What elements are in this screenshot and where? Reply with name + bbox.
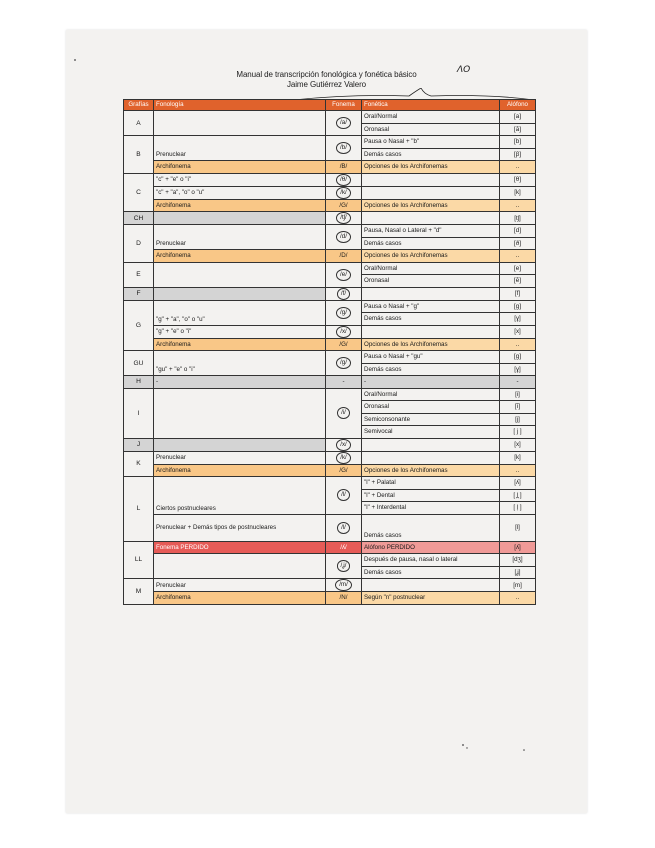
fonema-cell: /l/	[337, 522, 350, 534]
fonetica-cell: Oral/Normal	[362, 262, 500, 275]
alofono-cell: [ẽ]	[500, 275, 536, 288]
alofono-cell: [g]	[500, 300, 536, 313]
alofono-cell: [ l̟ ]	[500, 502, 536, 515]
fonema-cell: /k/	[336, 187, 351, 199]
fonema-cell: /e/	[336, 269, 351, 281]
fonetica-cell: Pausa o Nasal + "b"	[362, 136, 500, 149]
header-fonetica: Fonética	[362, 100, 500, 111]
header-fonologia: Fonología	[154, 100, 326, 111]
header-fonema: Fonema	[326, 100, 362, 111]
fonologia-cell: "c" + "a", "o" o "u"	[154, 186, 326, 199]
grafia-cell: I	[124, 388, 154, 438]
grafia-cell: A	[124, 111, 154, 136]
table-row	[124, 262, 536, 275]
fonetica-cell: Alófono PERDIDO	[362, 541, 500, 554]
table-row	[124, 338, 536, 351]
fonema-cell: /x/	[336, 439, 351, 451]
fonetica-cell: "l" + Dental	[362, 489, 500, 502]
fonema-cell: /l/	[337, 489, 350, 501]
fonetica-cell: Opciones de los Archifonemas	[362, 338, 500, 351]
fonologia-cell: Prenuclear	[154, 451, 326, 464]
fonologia-cell: Archifonema	[154, 464, 326, 477]
grafia-cell: G	[124, 300, 154, 351]
table-row	[124, 225, 536, 238]
grafia-cell: M	[124, 579, 154, 605]
fonetica-cell: Opciones de los Archifonemas	[362, 199, 500, 212]
fonologia-cell: Prenuclear	[154, 136, 326, 161]
fonetica-cell: Demás casos	[362, 514, 500, 541]
table-row	[124, 287, 536, 300]
fonema-cell: /ʎ/	[326, 541, 362, 554]
alofono-cell: [ĩ]	[500, 401, 536, 414]
alofono-cell: [ʝ]	[500, 566, 536, 579]
fonema-cell: -	[326, 376, 362, 389]
alofono-cell: [x]	[500, 325, 536, 338]
table-row	[124, 541, 536, 554]
fonetica-cell: Oronasal	[362, 401, 500, 414]
fonetica-cell: Oronasal	[362, 123, 500, 136]
table-row	[124, 136, 536, 149]
fonetica-cell: Demás casos	[362, 148, 500, 161]
fonema-cell: /d/	[336, 231, 351, 243]
alofono-cell: [i]	[500, 388, 536, 401]
table-row	[124, 111, 536, 124]
fonema-cell: /a/	[336, 117, 351, 129]
alofono-cell: [l]	[500, 514, 536, 541]
fonologia-cell: Prenuclear	[154, 225, 326, 250]
table-row	[124, 300, 536, 313]
fonetica-cell: Oronasal	[362, 275, 500, 288]
fonema-cell: /b/	[336, 142, 351, 154]
table-row	[124, 554, 536, 567]
fonetica-cell: Demás casos	[362, 566, 500, 579]
fonologia-cell: Archifonema	[154, 250, 326, 263]
fonetica-cell: Después de pausa, nasal o lateral	[362, 554, 500, 567]
fonetica-cell: Oral/Normal	[362, 111, 500, 124]
grafia-cell: E	[124, 262, 154, 287]
fonologia-cell: Archifonema	[154, 338, 326, 351]
fonetica-cell: Demás casos	[362, 363, 500, 376]
table-row	[124, 351, 536, 364]
alofono-cell: [j]	[500, 413, 536, 426]
fonetica-cell: -	[362, 376, 500, 389]
table-row	[124, 161, 536, 174]
table-row	[124, 514, 536, 541]
fonema-cell: /m/	[335, 579, 352, 591]
alofono-cell: ..	[500, 592, 536, 605]
grafia-cell: H	[124, 376, 154, 389]
alofono-cell: [k]	[500, 451, 536, 464]
fonologia-cell: "g" + "a", "o" o "u"	[154, 300, 326, 325]
fonologia-cell: Archifonema	[154, 592, 326, 605]
alofono-cell: [k]	[500, 186, 536, 199]
alofono-cell: [dʒ]	[500, 554, 536, 567]
table-row	[124, 388, 536, 401]
fonema-cell: /N/	[326, 592, 362, 605]
alofono-cell: [ɣ]	[500, 363, 536, 376]
table-row	[124, 592, 536, 605]
alofono-cell: [f]	[500, 287, 536, 300]
document-title: Manual de transcripción fonológica y fonética básico	[236, 70, 417, 79]
fonema-cell: /k/	[336, 452, 351, 464]
fonologia-cell: Archifonema	[154, 161, 326, 174]
transcription-table	[123, 99, 536, 605]
grafia-cell: B	[124, 136, 154, 174]
fonema-cell: /G/	[326, 338, 362, 351]
fonologia-cell: Prenuclear	[154, 579, 326, 592]
fonetica-cell: Opciones de los Archifonemas	[362, 464, 500, 477]
grafia-cell: L	[124, 477, 154, 542]
alofono-cell: ..	[500, 199, 536, 212]
grafia-cell: F	[124, 287, 154, 300]
alofono-cell: [m]	[500, 579, 536, 592]
alofono-cell: [θ]	[500, 173, 536, 186]
table-row	[124, 579, 536, 592]
fonologia-cell: Archifonema	[154, 199, 326, 212]
fonetica-cell: Pausa, Nasal o Lateral + "d"	[362, 225, 500, 238]
fonetica-cell: Semivocal	[362, 426, 500, 439]
alofono-cell: ..	[500, 338, 536, 351]
fonologia-cell: "g" + "e" o "i"	[154, 325, 326, 338]
alofono-cell: [d]	[500, 225, 536, 238]
fonetica-cell: Oral/Normal	[362, 388, 500, 401]
grafia-cell: CH	[124, 212, 154, 225]
table-row	[124, 173, 536, 186]
fonetica-cell: Opciones de los Archifonemas	[362, 161, 500, 174]
header-alofono: Alófono	[500, 100, 536, 111]
table-row	[124, 438, 536, 451]
grafia-cell: J	[124, 438, 154, 451]
fonema-cell: /ʝ/	[337, 560, 351, 572]
fonema-cell: /f/	[337, 288, 350, 300]
fonetica-cell: Pausa o Nasal + "g"	[362, 300, 500, 313]
table-row	[124, 376, 536, 389]
alofono-cell: [β]	[500, 148, 536, 161]
alofono-cell: [ð]	[500, 237, 536, 250]
alofono-cell: [ʎ]	[500, 541, 536, 554]
grafia-cell: K	[124, 451, 154, 477]
fonema-cell: /g/	[336, 357, 351, 369]
fonema-cell: /g/	[336, 307, 351, 319]
alofono-cell: [x]	[500, 438, 536, 451]
fonetica-cell: Pausa o Nasal + "gu"	[362, 351, 500, 364]
table-header-row	[124, 100, 536, 111]
fonema-cell: /G/	[326, 199, 362, 212]
fonologia-cell: -	[154, 376, 326, 389]
alofono-cell: [ l̪ ]	[500, 489, 536, 502]
alofono-cell: [ʎ]	[500, 477, 536, 490]
fonetica-cell: Demás casos	[362, 313, 500, 326]
grafia-cell: GU	[124, 351, 154, 376]
grafia-cell: LL	[124, 541, 154, 579]
alofono-cell: [a]	[500, 111, 536, 124]
fonologia-cell: "c" + "e" o "i"	[154, 173, 326, 186]
document-sheet	[66, 30, 587, 813]
alofono-cell: [g]	[500, 351, 536, 364]
grafia-cell: D	[124, 225, 154, 263]
fonetica-cell: Demás casos	[362, 237, 500, 250]
table-row	[124, 212, 536, 225]
alofono-cell: -	[500, 376, 536, 389]
alofono-cell: ..	[500, 161, 536, 174]
fonema-cell: /G/	[326, 464, 362, 477]
table-row	[124, 477, 536, 490]
alofono-cell: [tʃ]	[500, 212, 536, 225]
table-row	[124, 325, 536, 338]
alofono-cell: [ j ]	[500, 426, 536, 439]
grafia-cell: C	[124, 173, 154, 212]
fonema-cell: /tʃ/	[336, 212, 351, 224]
header-grafias: Grafías	[124, 100, 154, 111]
fonologia-cell: Prenuclear + Demás tipos de postnucleares	[154, 514, 326, 541]
table-row	[124, 250, 536, 263]
fonetica-cell: Según "n" postnuclear	[362, 592, 500, 605]
fonema-cell: /i/	[337, 407, 350, 419]
table-row	[124, 451, 536, 464]
table-row	[124, 186, 536, 199]
alofono-cell: ..	[500, 464, 536, 477]
alofono-cell: [b]	[500, 136, 536, 149]
alofono-cell: ..	[500, 250, 536, 263]
fonetica-cell: Semiconsonante	[362, 413, 500, 426]
handwritten-note: ΛΟ	[457, 65, 471, 75]
fonetica-cell: "l" + Palatal	[362, 477, 500, 490]
alofono-cell: [e]	[500, 262, 536, 275]
fonologia-cell: Fonema PERDIDO	[154, 541, 326, 554]
fonema-cell: /x/	[336, 326, 351, 338]
fonetica-cell: "l" + Interdental	[362, 502, 500, 515]
fonologia-cell: Ciertos postnucleares	[154, 477, 326, 515]
fonema-cell: /B/	[326, 161, 362, 174]
document-author: Jaime Gutiérrez Valero	[286, 80, 366, 89]
alofono-cell: [ã]	[500, 123, 536, 136]
table-row	[124, 199, 536, 212]
alofono-cell: [ɣ]	[500, 313, 536, 326]
table-row	[124, 464, 536, 477]
fonetica-cell: Opciones de los Archifonemas	[362, 250, 500, 263]
fonema-cell: /D/	[326, 250, 362, 263]
fonologia-cell: "gu" + "e" o "i"	[154, 351, 326, 376]
fonema-cell: /θ/	[336, 174, 351, 186]
